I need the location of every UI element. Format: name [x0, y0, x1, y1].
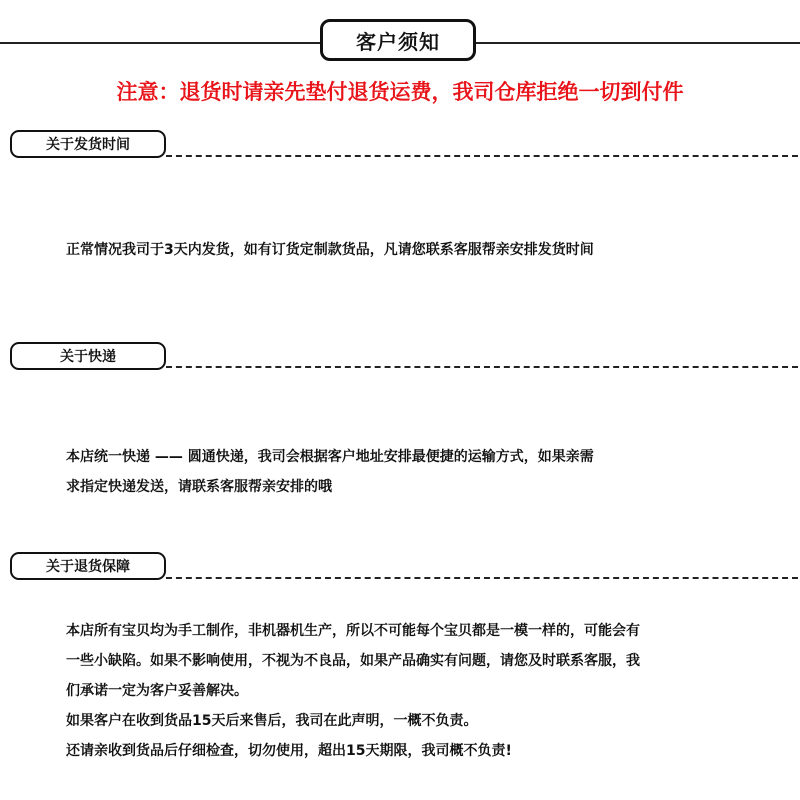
- text-line: 还请亲收到货品后仔细检查，切勿使用，超出15天期限，我司概不负责!: [66, 743, 512, 759]
- section-label-shipping-time: 关于发货时间: [10, 130, 166, 158]
- text-line: 正常情况我司于3天内发货，如有订货定制款货品，凡请您联系客服帮亲安排发货时间: [66, 242, 594, 258]
- section-label-courier: 关于快递: [10, 342, 166, 370]
- return-shipping-notice: 注意：退货时请亲先垫付退货运费，我司仓库拒绝一切到付件: [116, 80, 684, 104]
- section-text-courier: [66, 442, 766, 502]
- text-line: 们承诺一定为客户妥善解决。: [66, 683, 248, 699]
- section-text-shipping-time: [66, 235, 766, 265]
- text-line: 一些小缺陷。如果不影响使用，不视为不良品，如果产品确实有问题，请您及时联系客服，我: [66, 653, 640, 669]
- section-divider: [166, 155, 798, 157]
- text-line: 本店所有宝贝均为手工制作，非机器机生产，所以不可能每个宝贝都是一模一样的，可能会有: [66, 623, 640, 639]
- section-label-return-guarantee: 关于退货保障: [10, 552, 166, 580]
- section-divider: [166, 366, 798, 368]
- text-line: 本店统一快递 —— 圆通快递，我司会根据客户地址安排最便捷的运输方式，如果亲需: [66, 449, 594, 465]
- section-divider: [166, 577, 798, 579]
- text-line: 如果客户在收到货品15天后来售后，我司在此声明，一概不负责。: [66, 713, 478, 729]
- text-line: 求指定快递发送，请联系客服帮亲安排的哦: [66, 479, 332, 495]
- section-text-return-guarantee: [66, 616, 766, 766]
- page-title: 客户须知: [320, 19, 476, 61]
